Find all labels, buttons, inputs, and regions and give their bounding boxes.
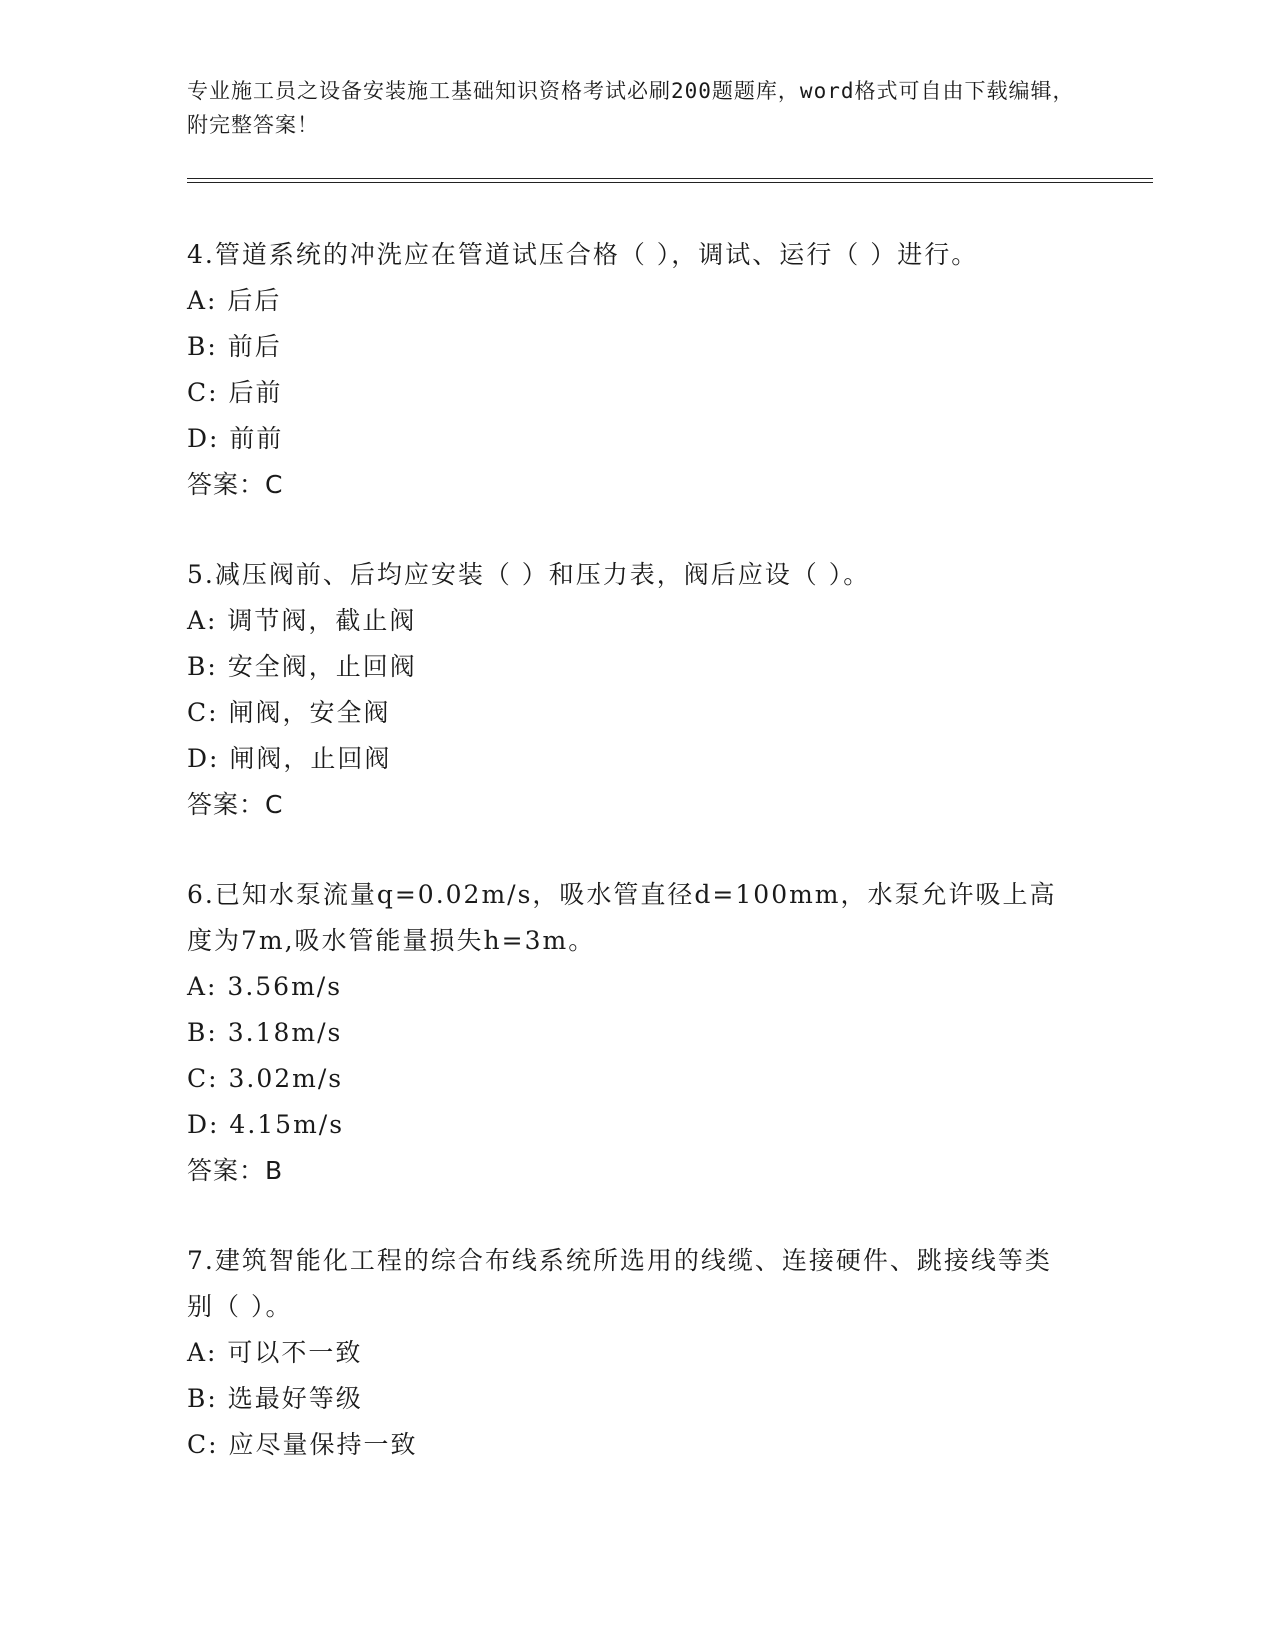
option-b: B: 3.18m/s [187, 1018, 343, 1047]
option-c: C: 闸阀，安全阀 [187, 698, 391, 727]
document-header [187, 74, 1087, 142]
option-d: D: 4.15m/s [187, 1110, 345, 1139]
question-stem: 6.已知水泵流量q=0.02m/s，吸水管直径d=100mm，水泵允许吸上高度为7m,吸水管能量损失h=3m。 [187, 880, 1057, 955]
answer-line: 答案：C [187, 470, 284, 499]
option-c: C: 3.02m/s [187, 1064, 344, 1093]
question-5 [187, 552, 1087, 828]
option-d: D: 前前 [187, 424, 284, 453]
option-a: A: 3.56m/s [187, 972, 343, 1001]
question-stem: 4.管道系统的冲洗应在管道试压合格（ ），调试、运行（ ）进行。 [187, 240, 979, 269]
option-c: C: 应尽量保持一致 [187, 1430, 418, 1459]
question-stem: 7.建筑智能化工程的综合布线系统所选用的线缆、连接硬件、跳接线等类别（ ）。 [187, 1246, 1052, 1321]
option-d: D: 闸阀，止回阀 [187, 744, 392, 773]
option-b: B: 选最好等级 [187, 1384, 363, 1413]
header-title: 专业施工员之设备安装施工基础知识资格考试必刷200题题库，word格式可自由下载编辑，附完整答案！ [187, 79, 1075, 137]
option-a: A: 调节阀，截止阀 [187, 606, 417, 635]
option-b: B: 前后 [187, 332, 282, 361]
header-divider-top [187, 178, 1153, 179]
answer-line: 答案：B [187, 1156, 284, 1185]
question-7 [187, 1238, 1087, 1468]
question-4 [187, 232, 1087, 508]
option-a: A: 可以不一致 [187, 1338, 363, 1367]
header-divider-bottom [187, 182, 1153, 183]
option-a: A: 后后 [187, 286, 282, 315]
answer-line: 答案：C [187, 790, 284, 819]
question-list [187, 232, 1087, 1512]
question-6 [187, 872, 1087, 1194]
option-b: B: 安全阀，止回阀 [187, 652, 417, 681]
question-stem: 5.减压阀前、后均应安装（ ）和压力表，阀后应设（ ）。 [187, 560, 871, 589]
option-c: C: 后前 [187, 378, 283, 407]
